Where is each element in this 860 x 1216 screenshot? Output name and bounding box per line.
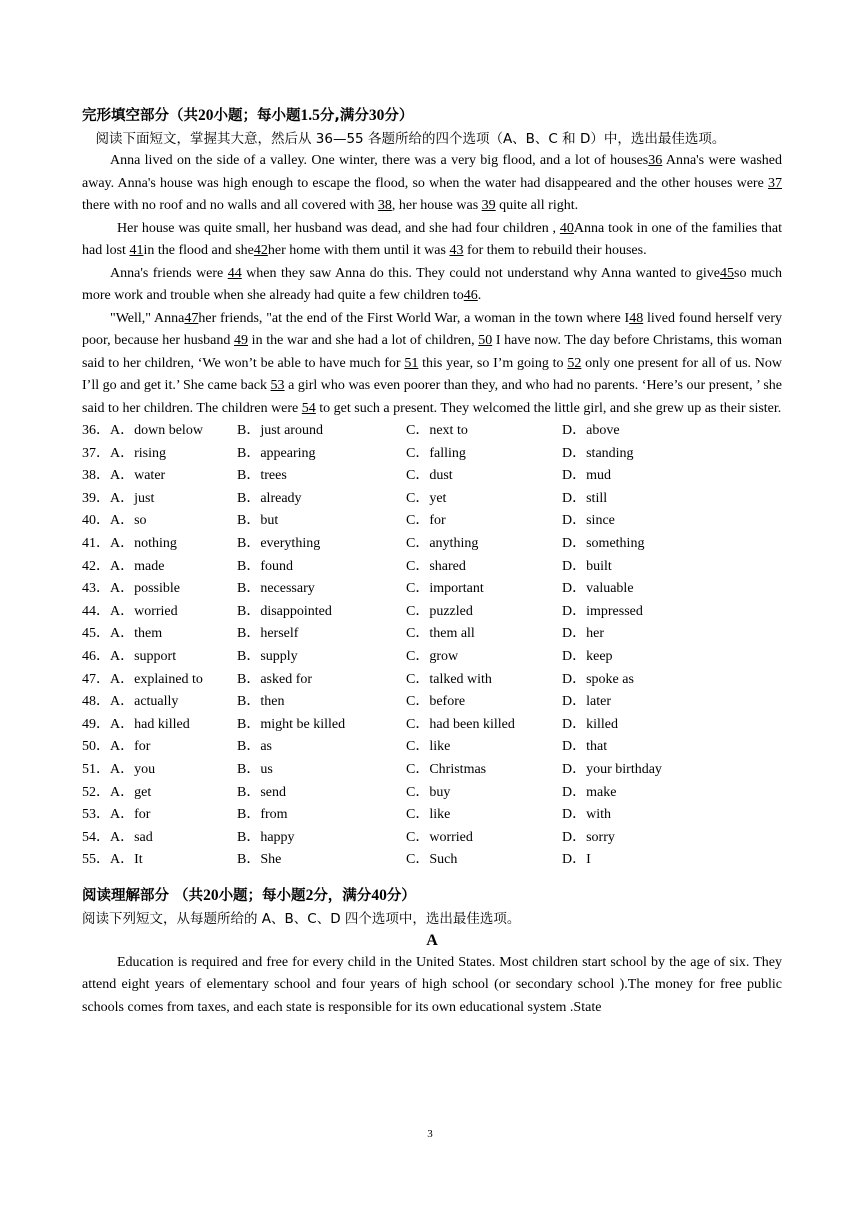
option-cell: D．since <box>562 513 615 529</box>
option-cell: B．found <box>237 558 293 574</box>
option-cell: C．anything <box>406 535 479 551</box>
reading-instruction: 阅读下列短文，从每题所给的 A、B、C、D 四个选项中，选出最佳选项。 <box>82 910 521 927</box>
option-cell: C．for <box>406 513 446 529</box>
option-cell: B．supply <box>237 648 298 664</box>
option-row <box>82 578 782 601</box>
option-row <box>82 849 782 872</box>
option-cell: C．dust <box>406 468 453 484</box>
option-cell: B．but <box>237 513 279 529</box>
option-cell: B．from <box>237 807 288 823</box>
option-cell: B．might be killed <box>237 716 346 732</box>
option-cell: D．later <box>562 694 611 710</box>
option-row <box>82 827 782 850</box>
option-cell: 38．A．water <box>82 468 166 484</box>
option-cell: C．important <box>406 581 484 597</box>
option-cell: D．that <box>562 739 608 755</box>
option-cell: D．spoke as <box>562 671 634 687</box>
option-cell: B．asked for <box>237 671 313 687</box>
option-cell: B．necessary <box>237 581 315 597</box>
cloze-options-table <box>82 420 782 872</box>
option-cell: C．next to <box>406 423 468 438</box>
option-cell: 53．A．for <box>82 807 151 823</box>
option-cell: C．had been killed <box>406 716 515 732</box>
option-cell: D．impressed <box>562 603 643 619</box>
option-row <box>82 646 782 669</box>
option-cell: B．appearing <box>237 445 316 461</box>
option-row <box>82 736 782 759</box>
cloze-paragraph-4: "Well," Anna47her friends, "at the end of the First World War, a woman in the town where I48 lived found herself very poor, because her husband 49 in the war and she had a lot of children, 50 I have now. The day before Christams, this woman said to her children, ‘We won’t be able to have much for 51 this year, so I’m going to 52 only one present for all of us. Now I’ll go and get it.’ She came back 53 a girl who was even poorer than they, and who had no parents. ‘Here’s our present, ’ she said to her children. The children were 54 to get such a present. They welcomed the little girl, and she grew up as their sister. <box>82 310 783 416</box>
option-cell: B．send <box>237 784 286 800</box>
option-row <box>82 420 782 443</box>
option-cell: C．yet <box>406 490 447 506</box>
option-cell: C．like <box>406 807 451 823</box>
option-row <box>82 804 782 827</box>
option-row <box>82 488 782 511</box>
option-cell: D．keep <box>562 648 613 664</box>
option-cell: 49．A．had killed <box>82 716 190 732</box>
option-cell: 43．A．possible <box>82 581 180 597</box>
option-cell: B．trees <box>237 468 287 484</box>
option-cell: B．disappointed <box>237 603 332 619</box>
option-cell: C．Such <box>406 852 458 868</box>
option-cell: D．I <box>562 852 591 868</box>
option-row <box>82 714 782 737</box>
option-cell: 52．A．get <box>82 784 152 800</box>
option-cell: C．shared <box>406 558 466 574</box>
option-row <box>82 623 782 646</box>
option-row <box>82 691 782 714</box>
option-row <box>82 510 782 533</box>
option-cell: 50．A．for <box>82 739 151 755</box>
option-cell: 51．A．you <box>82 761 156 777</box>
option-cell: B．already <box>237 490 302 506</box>
option-cell: B．She <box>237 852 282 868</box>
passage-label: A <box>426 931 438 949</box>
option-row <box>82 669 782 692</box>
cloze-instruction: 阅读下面短文，掌握其大意，然后从 36—55 各题所给的四个选项（A、B、C 和 D）中，选出最佳选项。 <box>95 131 726 147</box>
option-cell: 39．A．just <box>82 490 155 506</box>
option-cell: 37．A．rising <box>82 445 166 461</box>
cloze-paragraph-2: Her house was quite small, her husband was dead, and she had four children , 40Anna took in one of the families that had lost 41in the flood and she42her home with them until it was 43 for them to rebuild their houses. <box>82 220 782 258</box>
option-cell: D．your birthday <box>562 761 662 777</box>
option-row <box>82 465 782 488</box>
option-cell: B．happy <box>237 829 295 845</box>
option-cell: 40．A．so <box>82 513 147 529</box>
option-cell: 36．A．down below <box>82 423 203 438</box>
option-cell: D．sorry <box>562 829 615 845</box>
option-cell: D．with <box>562 807 611 823</box>
option-cell: C．falling <box>406 445 466 461</box>
option-row <box>82 601 782 624</box>
option-row <box>82 533 782 556</box>
option-cell: 45．A．them <box>82 626 163 642</box>
option-cell: D．built <box>562 558 612 574</box>
option-cell: C．them all <box>406 626 475 642</box>
option-cell: C．worried <box>406 829 473 845</box>
exam-page <box>82 104 782 1019</box>
option-cell: B．herself <box>237 626 299 642</box>
option-cell: 44．A．worried <box>82 603 178 619</box>
option-row <box>82 443 782 466</box>
option-cell: D．standing <box>562 445 634 461</box>
option-row <box>82 759 782 782</box>
option-cell: C．puzzled <box>406 603 473 619</box>
option-cell: 47．A．explained to <box>82 671 203 687</box>
option-cell: 54．A．sad <box>82 829 153 845</box>
option-cell: D．killed <box>562 716 618 732</box>
option-cell: B．us <box>237 761 273 777</box>
option-cell: 48．A．actually <box>82 694 179 710</box>
option-cell: 55．A．It <box>82 852 143 868</box>
option-cell: B．then <box>237 694 285 710</box>
option-cell: D．her <box>562 626 604 642</box>
option-cell: D．something <box>562 535 645 551</box>
reading-section-title: 阅读理解部分 （共20小题；每小题2分，满分40分） <box>82 886 416 904</box>
option-cell: D．make <box>562 784 617 800</box>
option-cell: C．Christmas <box>406 761 487 777</box>
option-cell: D．mud <box>562 468 611 484</box>
option-cell: D．still <box>562 490 608 506</box>
option-row <box>82 782 782 805</box>
cloze-section-title: 完形填空部分（共20小题；每小题1.5分,满分30分） <box>82 107 414 124</box>
option-row <box>82 556 782 579</box>
option-cell: C．like <box>406 739 451 755</box>
option-cell: 41．A．nothing <box>82 535 177 551</box>
option-cell: B．as <box>237 739 272 755</box>
option-cell: D．valuable <box>562 581 634 597</box>
option-cell: 46．A．support <box>82 648 177 664</box>
option-cell: B．everything <box>237 535 321 551</box>
option-cell: C．before <box>406 694 466 710</box>
option-cell: C．grow <box>406 648 459 664</box>
cloze-paragraph-3: Anna's friends were 44 when they saw Anna do this. They could not understand why Anna wanted to give45so much more work and trouble when she already had quite a few children to46. <box>82 265 783 303</box>
option-cell: B．just around <box>237 423 323 438</box>
option-cell: C．buy <box>406 784 451 800</box>
cloze-paragraph-1: Anna lived on the side of a valley. One winter, there was a very big flood, and a lot of houses36 Anna's were washed away. Anna's house was high enough to escape the flood, so when the water had disappeared and the other houses were 37 there with no roof and no walls and all covered with 38, her house was 39 quite all right. <box>82 153 782 213</box>
passage-text: Education is required and free for every child in the United States. Most children start school by the age of six. They attend eight years of elementary school and four years of high school (or secondary school ).The money for free public schools comes from taxes, and each state is responsible for its own educational system .State <box>82 954 782 1015</box>
option-cell: C．talked with <box>406 671 492 687</box>
option-cell: 42．A．made <box>82 558 165 574</box>
option-cell: D．above <box>562 423 620 438</box>
page-number: 3 <box>427 1128 433 1140</box>
